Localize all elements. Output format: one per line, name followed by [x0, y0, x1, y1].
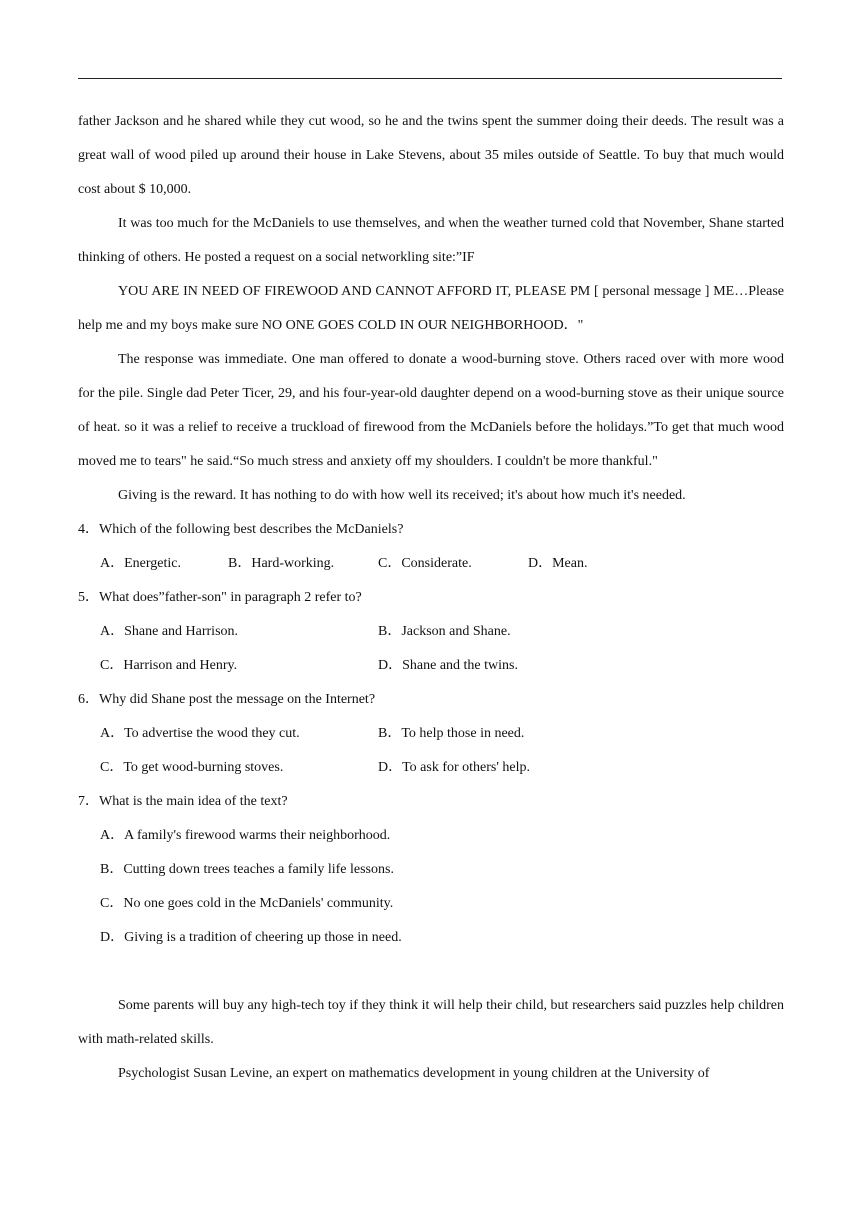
option-b[interactable]: B．Cutting down trees teaches a family life lessons. — [100, 862, 394, 877]
passage-paragraph: Some parents will buy any high-tech toy if they think it will help their child, but researchers said puzzles help children with math-related skills. — [78, 998, 784, 1047]
options-row — [78, 751, 784, 785]
option-c[interactable]: C．To get wood-burning stoves. — [100, 760, 284, 775]
option-a[interactable]: A．Shane and Harrison. — [100, 624, 239, 639]
passage-2 — [78, 989, 784, 1091]
options-row — [78, 615, 784, 649]
option-b[interactable]: B．To help those in need. — [378, 726, 525, 741]
options-row — [78, 649, 784, 683]
question-stem: 6．Why did Shane post the message on the Internet? — [78, 692, 376, 707]
page-content — [78, 105, 784, 1091]
option-c[interactable]: C．Harrison and Henry. — [100, 658, 238, 673]
option-d[interactable]: D．Shane and the twins. — [378, 658, 518, 673]
passage-1 — [78, 105, 784, 513]
option-a[interactable]: A．Energetic. — [100, 556, 181, 571]
header-rule — [78, 78, 782, 79]
options-row — [78, 717, 784, 751]
options-row — [78, 547, 784, 581]
option-d[interactable]: D．To ask for others' help. — [378, 760, 531, 775]
question-4 — [78, 513, 784, 581]
passage-paragraph: It was too much for the McDaniels to use themselves, and when the weather turned cold that November, Shane started thinking of others. He posted a request on a social networkling site:”IF — [78, 216, 784, 265]
passage-paragraph: The response was immediate. One man offered to donate a wood-burning stove. Others raced over with more wood for the pile. Single dad Peter Ticer, 29, and his four-year-old daughter depend on a wood-burning stove as their unique source of heat. so it was a relief to receive a truckload of firewood from the McDaniels before the holidays.”To get that much wood moved me to tears" he said.“So much stress and anxiety off my shoulders. I couldn't be more thankful." — [78, 352, 784, 469]
question-stem: 5．What does”father-son" in paragraph 2 refer to? — [78, 590, 362, 605]
option-b[interactable]: B．Jackson and Shane. — [378, 624, 511, 639]
option-d[interactable]: D．Mean. — [528, 556, 588, 571]
question-5 — [78, 581, 784, 683]
passage-paragraph: Giving is the reward. It has nothing to do with how well its received; it's about how much it's needed. — [118, 488, 686, 503]
question-7 — [78, 785, 784, 955]
option-c[interactable]: C．No one goes cold in the McDaniels' community. — [100, 896, 394, 911]
question-6 — [78, 683, 784, 785]
section-gap — [78, 955, 784, 989]
option-c[interactable]: C．Considerate. — [378, 556, 472, 571]
passage-paragraph: father Jackson and he shared while they cut wood, so he and the twins spent the summer doing their deeds. The result was a great wall of wood piled up around their house in Lake Stevens, about 35 miles outside of Seattle. To buy that much would cost about $ 10,000. — [78, 114, 784, 197]
question-stem: 4．Which of the following best describes the McDaniels? — [78, 522, 404, 537]
passage-paragraph: Psychologist Susan Levine, an expert on mathematics development in young children at the University of — [118, 1066, 710, 1081]
option-a[interactable]: A．To advertise the wood they cut. — [100, 726, 300, 741]
passage-paragraph: YOU ARE IN NEED OF FIREWOOD AND CANNOT AFFORD IT, PLEASE PM [ personal message ] ME…Please help me and my boys make sure NO ONE GOES COLD IN OUR NEIGHBORHOOD．" — [78, 284, 784, 333]
option-d[interactable]: D．Giving is a tradition of cheering up those in need. — [100, 930, 402, 945]
options-list — [78, 819, 784, 955]
option-b[interactable]: B．Hard-working. — [228, 556, 335, 571]
question-stem: 7．What is the main idea of the text? — [78, 794, 288, 809]
option-a[interactable]: A．A family's firewood warms their neighborhood. — [100, 828, 391, 843]
